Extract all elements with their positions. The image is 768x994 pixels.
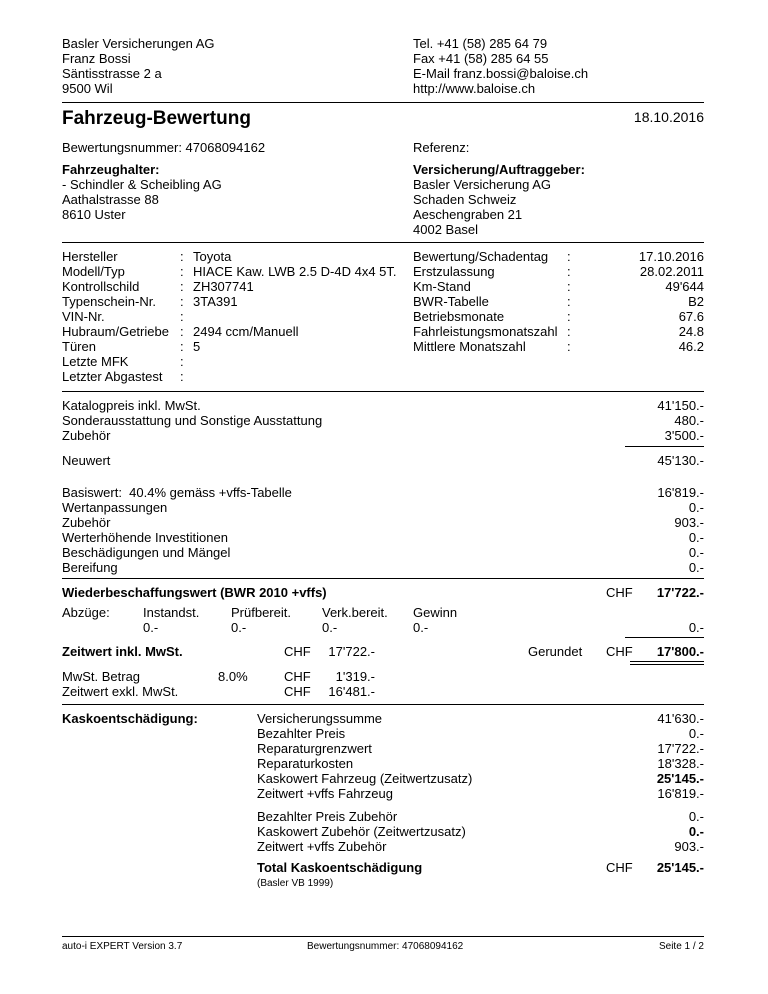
value-excl-vat-currency: CHF (284, 684, 311, 699)
holder-heading: Fahrzeughalter: (62, 162, 160, 177)
colon: : (180, 324, 184, 339)
holder-line: Aathalstrasse 88 (62, 192, 159, 207)
deduction-instandst (143, 605, 199, 635)
catalog-value: 480.- (674, 413, 704, 428)
sender-company: Basler Versicherungen AG (62, 36, 215, 51)
section-rule (62, 578, 704, 579)
catalog-labels (62, 398, 322, 443)
deduction-label: Verk.bereit. (322, 605, 388, 620)
kasko-label: Kaskowert Zubehör (Zeitwertzusatz) (257, 824, 466, 839)
contact-web: http://www.baloise.ch (413, 81, 536, 96)
base-label: Wertanpassungen (62, 500, 168, 515)
contact-block (413, 36, 588, 96)
kasko-value: 18'328.- (657, 756, 704, 771)
kasko-label: Versicherungssumme (257, 711, 382, 726)
base-value: 16'819.- (657, 485, 704, 500)
current-value-label: Zeitwert inkl. MwSt. (62, 644, 183, 659)
kasko-group1-values (584, 711, 704, 801)
vehicle-values (193, 249, 397, 384)
colon: : (180, 264, 184, 279)
vehicle-label: Letzter Abgastest (62, 369, 163, 384)
catalog-values (584, 398, 704, 443)
footer-page-number: Seite 1 / 2 (658, 941, 704, 952)
base-value: 0.- (688, 500, 704, 515)
section-rule (62, 242, 704, 243)
kasko-group2-values (584, 809, 704, 854)
vehicle-value: 3TA391 (193, 294, 238, 309)
rounded-label: Gerundet (528, 644, 583, 659)
holder-line: 8610 Uster (62, 207, 126, 222)
info-label: Betriebsmonate (413, 309, 505, 324)
rounded-value: 17'800.- (656, 644, 704, 659)
kasko-label: Bezahlter Preis Zubehör (257, 809, 398, 824)
vehicle-value: 5 (193, 339, 201, 354)
vehicle-colons (180, 249, 184, 384)
header-rule (62, 102, 704, 103)
colon: : (180, 279, 184, 294)
colon: : (567, 339, 571, 354)
deduction-value: 0.- (143, 620, 159, 635)
kasko-note: (Basler VB 1999) (257, 878, 334, 889)
colon: : (567, 324, 571, 339)
info-value: 67.6 (678, 309, 704, 324)
info-value: 24.8 (678, 324, 704, 339)
vat-labels (62, 669, 178, 699)
kasko-total-label: Total Kaskoentschädigung (257, 860, 423, 875)
sender-city: 9500 Wil (62, 81, 113, 96)
current-value-amount: 17'722.- (328, 644, 375, 659)
kasko-label: Reparaturgrenzwert (257, 741, 372, 756)
kasko-value: 903.- (674, 839, 704, 854)
valuation-info-values (584, 249, 704, 354)
kasko-heading: Kaskoentschädigung: (62, 711, 198, 726)
valuation-info-colons (567, 249, 571, 354)
insurer-line: 4002 Basel (413, 222, 479, 237)
insurer-line: Schaden Schweiz (413, 192, 517, 207)
colon: : (180, 369, 184, 384)
base-value: 0.- (688, 530, 704, 545)
valuation-number: Bewertungsnummer: 47068094162 (62, 140, 266, 155)
kasko-label: Zeitwert +vffs Fahrzeug (257, 786, 393, 801)
rounded-currency: CHF (606, 644, 633, 659)
value-excl-vat-amount: 16'481.- (328, 684, 375, 699)
sender-person: Franz Bossi (62, 51, 131, 66)
insurer-line: Aeschengraben 21 (413, 207, 523, 222)
sender-address (62, 36, 214, 96)
page-title: Fahrzeug-Bewertung (62, 108, 251, 129)
vehicle-label: Hubraum/Getriebe (62, 324, 169, 339)
footer-valuation-number: Bewertungsnummer: 47068094162 (307, 941, 464, 952)
sender-street: Säntisstrasse 2 a (62, 66, 162, 81)
vehicle-value: ZH307741 (193, 279, 254, 294)
base-value: 0.- (688, 560, 704, 575)
info-value: B2 (688, 294, 704, 309)
catalog-subtotal-rule (625, 446, 704, 447)
vehicle-label: Kontrollschild (62, 279, 140, 294)
info-value: 46.2 (678, 339, 704, 354)
deductions-total-rule (625, 637, 704, 638)
kasko-value: 0.- (688, 809, 704, 824)
section-rule (62, 704, 704, 705)
catalog-label: Zubehör (62, 428, 111, 443)
reference-label: Referenz: (413, 140, 470, 155)
holder-block (62, 162, 222, 222)
replacement-currency: CHF (606, 585, 633, 600)
deduction-verkbereit (322, 605, 388, 635)
catalog-label: Sonderausstattung und Sonstige Ausstattung (62, 413, 323, 428)
deductions-label: Abzüge: (62, 605, 110, 620)
base-value: 0.- (688, 545, 704, 560)
footer-rule (62, 936, 704, 937)
section-rule (62, 391, 704, 392)
colon: : (567, 279, 571, 294)
info-label: Bewertung/Schadentag (413, 249, 549, 264)
base-label: Beschädigungen und Mängel (62, 545, 231, 560)
contact-tel: Tel. +41 (58) 285 64 79 (413, 36, 548, 51)
deduction-pruefbereit (231, 605, 291, 635)
document-date: 18.10.2016 (633, 109, 704, 125)
vat-label: MwSt. Betrag (62, 669, 141, 684)
kasko-label: Reparaturkosten (257, 756, 354, 771)
catalog-label: Katalogpreis inkl. MwSt. (62, 398, 201, 413)
vehicle-labels (62, 249, 169, 384)
kasko-value: 16'819.- (657, 786, 704, 801)
double-underline (630, 661, 704, 662)
base-label: Werterhöhende Investitionen (62, 530, 228, 545)
valuation-info-labels (413, 249, 558, 354)
kasko-group2-labels (257, 809, 466, 854)
info-label: Erstzulassung (413, 264, 495, 279)
vat-values (295, 669, 375, 699)
colon: : (567, 264, 571, 279)
contact-email: E-Mail franz.bossi@baloise.ch (413, 66, 589, 81)
info-value: 28.02.2011 (639, 264, 704, 279)
kasko-label: Bezahlter Preis (257, 726, 346, 741)
deduction-value: 0.- (231, 620, 247, 635)
deduction-value: 0.- (413, 620, 429, 635)
info-label: Fahrleistungsmonatszahl (413, 324, 558, 339)
vat-currency: CHF (284, 669, 311, 684)
new-value-amount: 45'130.- (657, 453, 704, 468)
footer-software: auto-i EXPERT Version 3.7 (62, 941, 183, 952)
colon: : (180, 249, 184, 264)
vehicle-value (193, 369, 397, 384)
info-label: Mittlere Monatszahl (413, 339, 526, 354)
vehicle-label: Türen (62, 339, 96, 354)
info-value: 17.10.2016 (638, 249, 704, 264)
catalog-value: 41'150.- (657, 398, 704, 413)
holder-line: - Schindler & Scheibling AG (62, 177, 222, 192)
vehicle-label: Modell/Typ (62, 264, 125, 279)
base-labels (62, 485, 292, 575)
catalog-value: 3'500.- (664, 428, 704, 443)
vat-rate: 8.0% (218, 669, 248, 684)
kasko-value: 41'630.- (657, 711, 704, 726)
base-label: Bereifung (62, 560, 118, 575)
vehicle-value: HIACE Kaw. LWB 2.5 D-4D 4x4 5T. (193, 264, 397, 279)
replacement-label: Wiederbeschaffungswert (BWR 2010 +vffs) (62, 585, 327, 600)
vat-amount: 1'319.- (335, 669, 375, 684)
kasko-total-value: 25'145.- (656, 860, 704, 875)
deduction-label: Instandst. (143, 605, 200, 620)
colon: : (180, 309, 184, 324)
base-value: 903.- (674, 515, 704, 530)
deduction-label: Prüfbereit. (231, 605, 291, 620)
base-label: Basiswert: 40.4% gemäss +vffs-Tabelle (62, 485, 292, 500)
insurer-heading: Versicherung/Auftraggeber: (413, 162, 585, 177)
base-values (584, 485, 704, 575)
kasko-value: 0.- (688, 726, 704, 741)
kasko-total-currency: CHF (606, 860, 633, 875)
vehicle-value (193, 309, 397, 324)
colon: : (567, 249, 571, 264)
colon: : (180, 294, 184, 309)
kasko-label: Zeitwert +vffs Zubehör (257, 839, 387, 854)
value-excl-vat-label: Zeitwert exkl. MwSt. (62, 684, 179, 699)
contact-fax: Fax +41 (58) 285 64 55 (413, 51, 549, 66)
new-value-label: Neuwert (62, 453, 111, 468)
vehicle-value: 2494 ccm/Manuell (193, 324, 299, 339)
current-value-currency: CHF (284, 644, 311, 659)
kasko-value: 0.- (688, 824, 704, 839)
colon: : (567, 309, 571, 324)
double-underline (630, 664, 704, 665)
vehicle-label: Typenschein-Nr. (62, 294, 156, 309)
kasko-value: 25'145.- (656, 771, 704, 786)
info-label: BWR-Tabelle (413, 294, 489, 309)
kasko-value: 17'722.- (657, 741, 704, 756)
deduction-gewinn (413, 605, 457, 635)
deductions-total: 0.- (688, 620, 704, 635)
vehicle-label: Letzte MFK (62, 354, 129, 369)
vehicle-label: Hersteller (62, 249, 118, 264)
vehicle-value: Toyota (193, 249, 232, 264)
vehicle-value (193, 354, 397, 369)
kasko-label: Kaskowert Fahrzeug (Zeitwertzusatz) (257, 771, 473, 786)
info-label: Km-Stand (413, 279, 471, 294)
colon: : (180, 339, 184, 354)
replacement-value: 17'722.- (656, 585, 704, 600)
colon: : (180, 354, 184, 369)
vehicle-label: VIN-Nr. (62, 309, 105, 324)
deduction-value: 0.- (322, 620, 338, 635)
insurer-block (413, 162, 585, 237)
kasko-group1-labels (257, 711, 472, 801)
base-label: Zubehör (62, 515, 111, 530)
colon: : (567, 294, 571, 309)
deduction-label: Gewinn (413, 605, 458, 620)
info-value: 49'644 (665, 279, 704, 294)
insurer-line: Basler Versicherung AG (413, 177, 552, 192)
